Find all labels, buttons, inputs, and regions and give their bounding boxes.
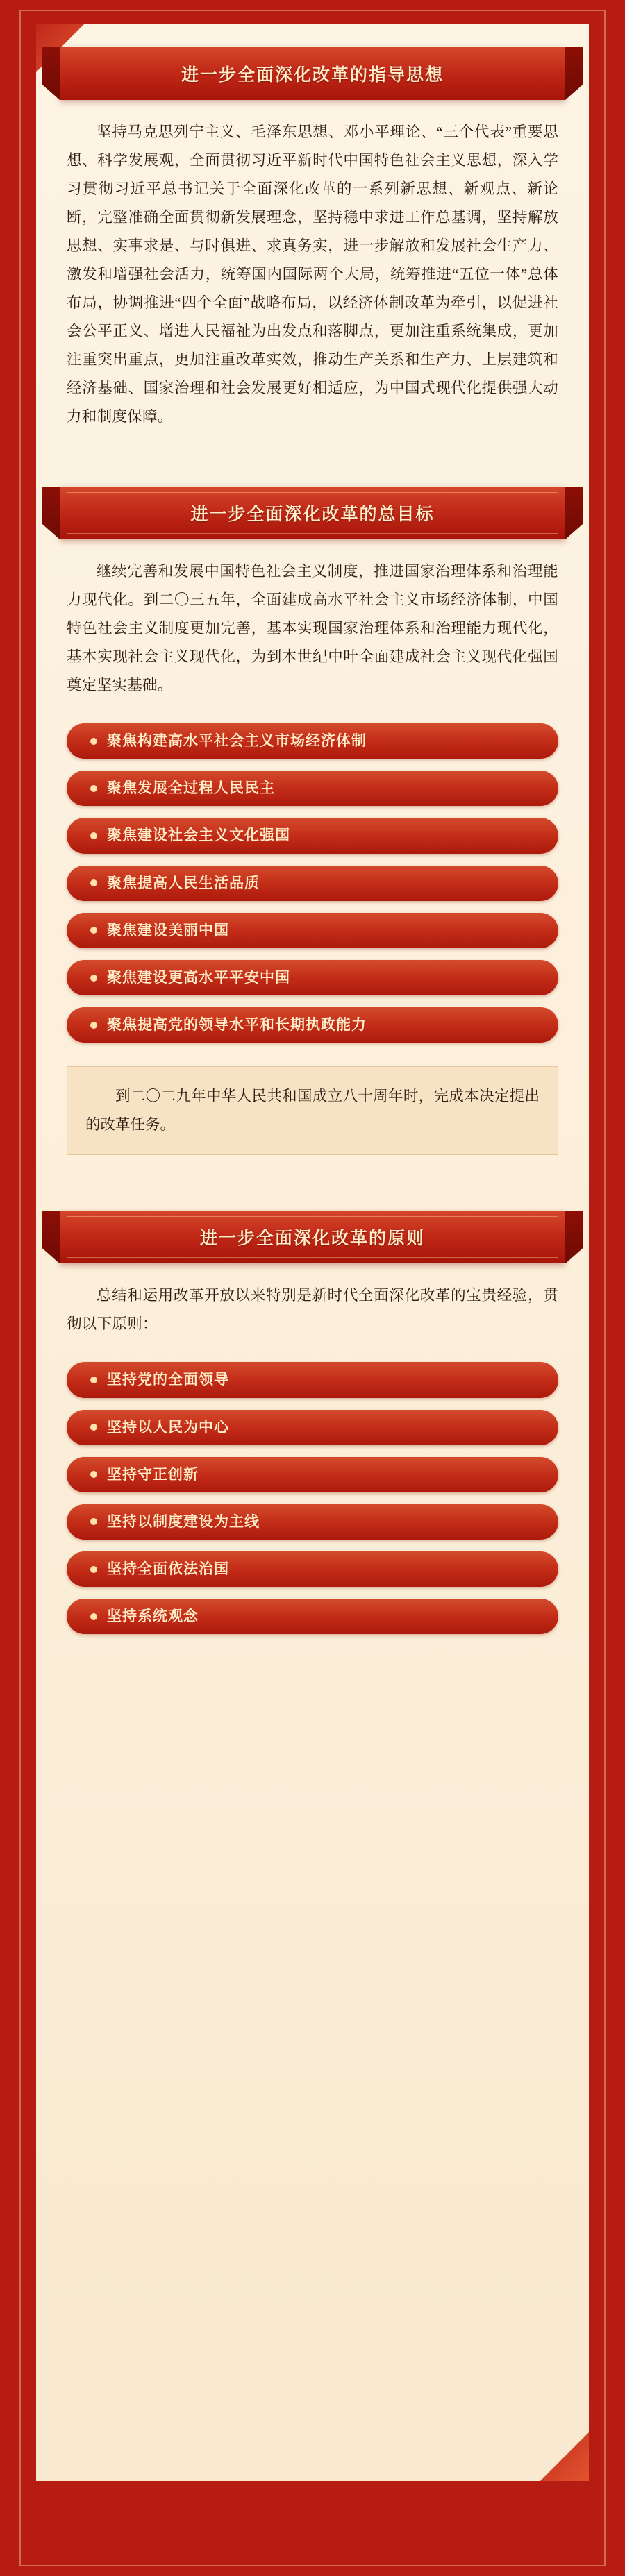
bullet-dot-icon — [90, 738, 97, 745]
list-item-label: 聚焦建设美丽中国 — [107, 921, 229, 938]
bullet-dot-icon — [90, 832, 97, 839]
banner-ribbon-left-icon — [42, 47, 60, 100]
list-item-label: 聚焦提高人民生活品质 — [107, 874, 260, 891]
banner-ribbon-right-icon — [565, 1211, 583, 1263]
banner-ribbon-right-icon — [565, 47, 583, 100]
list-item-label: 聚焦建设更高水平平安中国 — [107, 968, 290, 986]
bullet-dot-icon — [90, 1566, 97, 1573]
list-item — [67, 960, 558, 995]
principles-list — [67, 1362, 558, 1634]
list-item-label: 坚持系统观念 — [107, 1608, 199, 1625]
list-item-label: 聚焦发展全过程人民民主 — [107, 780, 275, 797]
list-item — [67, 1551, 558, 1587]
list-item-label: 坚持以制度建设为主线 — [107, 1513, 260, 1530]
bullet-dot-icon — [90, 1471, 97, 1478]
banner-ribbon-right-icon — [565, 487, 583, 539]
list-item-label: 聚焦构建高水平社会主义市场经济体制 — [107, 732, 367, 749]
list-item — [67, 1599, 558, 1634]
banner-ribbon-left-icon — [42, 487, 60, 539]
banner-ribbon-left-icon — [42, 1211, 60, 1263]
list-item-label: 聚焦建设社会主义文化强国 — [107, 827, 290, 844]
section-title: 进一步全面深化改革的总目标 — [190, 505, 435, 524]
list-item — [67, 1007, 558, 1043]
list-item-label: 坚持守正创新 — [107, 1465, 199, 1483]
section-heading-banner-2 — [60, 487, 565, 539]
list-item — [67, 913, 558, 948]
list-item — [67, 1410, 558, 1445]
list-item — [67, 1504, 558, 1540]
list-item — [67, 1457, 558, 1492]
section-principles — [36, 1193, 589, 1634]
list-item — [67, 866, 558, 901]
list-item — [67, 818, 558, 853]
goal-deadline-note: 到二〇二九年中华人民共和国成立八十周年时，完成本决定提出的改革任务。 — [67, 1066, 558, 1155]
section-spacer — [36, 1155, 589, 1193]
list-item-label: 坚持党的全面领导 — [107, 1371, 229, 1388]
section-body-text: 总结和运用改革开放以来特别是新时代全面深化改革的宝贵经验，贯彻以下原则： — [67, 1287, 558, 1333]
bullet-dot-icon — [90, 1377, 97, 1383]
list-item — [67, 1362, 558, 1397]
poster-sheet — [36, 24, 589, 2481]
section-body-text: 继续完善和发展中国特色社会主义制度，推进国家治理体系和治理能力现代化。到二〇三五年，全面建成高水平社会主义市场经济体制，中国特色社会主义制度更加完善，基本实现国家治理体系和治理能力现代化，基本实现社会主义现代化，为到本世纪中叶全面建成社会主义现代化强国奠定坚实基础。 — [67, 563, 558, 693]
section-overall-goal — [36, 469, 589, 1155]
list-item-label: 聚焦提高党的领导水平和长期执政能力 — [107, 1016, 367, 1034]
bullet-dot-icon — [90, 1613, 97, 1620]
bullet-dot-icon — [90, 785, 97, 792]
bullet-dot-icon — [90, 1424, 97, 1431]
bullet-dot-icon — [90, 927, 97, 934]
bullet-dot-icon — [90, 975, 97, 982]
section-body-text: 坚持马克思列宁主义、毛泽东思想、邓小平理论、“三个代表”重要思想、科学发展观，全面贯彻习近平新时代中国特色社会主义思想，深入学习贯彻习近平总书记关于全面深化改革的一系列新思想、新观点、新论断，完整准确全面贯彻新发展理念，坚持稳中求进工作总基调，坚持解放思想、实事求是、与时俱进、求真务实，进一步解放和发展社会生产力、激发和增强社会活力，统筹国内国际两个大局，统筹推进“五位一体”总体布局，协调推进“四个全面”战略布局，以经济体制改革为牵引，以促进社会公平正义、增进人民福祉为出发点和落脚点，更加注重系统集成，更加注重突出重点，更加注重改革实效，推动生产关系和生产力、上层建筑和经济基础、国家治理和社会发展更好相适应，为中国式现代化提供强大动力和制度保障。 — [67, 124, 558, 425]
bullet-dot-icon — [90, 1022, 97, 1029]
bullet-dot-icon — [90, 1518, 97, 1525]
list-item-label: 坚持以人民为中心 — [107, 1418, 229, 1436]
focus-points-list — [67, 723, 558, 1043]
section-title: 进一步全面深化改革的原则 — [199, 1229, 425, 1249]
section-heading-banner-3 — [60, 1211, 565, 1263]
section-title: 进一步全面深化改革的指导思想 — [181, 66, 444, 85]
list-item — [67, 771, 558, 806]
bullet-dot-icon — [90, 879, 97, 886]
list-item — [67, 723, 558, 759]
section-heading-banner-1 — [60, 47, 565, 100]
section-spacer — [36, 431, 589, 469]
list-item-label: 坚持全面依法治国 — [107, 1560, 229, 1578]
section-guiding-thought — [36, 24, 589, 431]
